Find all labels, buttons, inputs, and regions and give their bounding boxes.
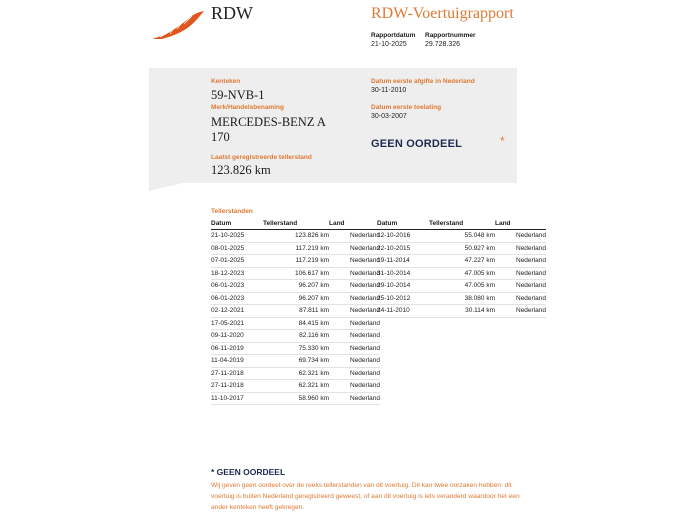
table-row xyxy=(211,242,380,255)
table-row xyxy=(211,355,380,368)
table-row xyxy=(377,255,546,268)
reading-date: 25-10-2012 xyxy=(377,292,429,305)
reading-odometer: 47.227 km xyxy=(429,255,495,268)
table-row xyxy=(211,305,380,318)
reading-date: 31-10-2014 xyxy=(377,267,429,280)
reading-date: 21-10-2025 xyxy=(211,230,263,243)
reading-odometer: 47.005 km xyxy=(429,267,495,280)
reading-odometer: 62.321 km xyxy=(263,380,329,393)
reading-odometer: 62.321 km xyxy=(263,367,329,380)
reading-date: 06-01-2023 xyxy=(211,280,263,293)
reading-country: Nederland xyxy=(329,317,380,330)
reading-odometer: 117.219 km xyxy=(263,242,329,255)
table-header-row xyxy=(377,218,546,230)
make-value-line1: MERCEDES-BENZ A xyxy=(211,115,326,129)
table-row xyxy=(211,255,380,268)
report-title: RDW-Voertuigrapport xyxy=(371,5,514,22)
reading-country: Nederland xyxy=(329,305,380,318)
table-row xyxy=(211,317,380,330)
verdict: GEEN OORDEEL xyxy=(371,138,463,150)
reading-odometer: 96.207 km xyxy=(263,292,329,305)
reading-date: 27-11-2018 xyxy=(211,380,263,393)
reading-country: Nederland xyxy=(329,380,380,393)
report-date: 21-10-2025 xyxy=(371,41,407,48)
reading-country: Nederland xyxy=(495,292,546,305)
table-row xyxy=(377,267,546,280)
rdw-logo-icon xyxy=(150,8,206,42)
reading-odometer: 117.219 km xyxy=(263,255,329,268)
reading-odometer: 47.005 km xyxy=(429,280,495,293)
reading-date: 02-12-2021 xyxy=(211,305,263,318)
readings-table-right xyxy=(377,218,546,318)
reading-odometer: 106.617 km xyxy=(263,267,329,280)
header-country: Land xyxy=(329,218,380,230)
reading-country: Nederland xyxy=(329,267,380,280)
table-row xyxy=(377,305,546,318)
table-row xyxy=(211,392,380,405)
odometer-label: Laatst geregistreerde tellerstand xyxy=(211,154,312,161)
reading-country: Nederland xyxy=(495,305,546,318)
reading-date: 27-11-2018 xyxy=(211,367,263,380)
plate-value: 59-NVB-1 xyxy=(211,88,265,102)
reading-date: 22-10-2015 xyxy=(377,242,429,255)
reading-date: 12-10-2016 xyxy=(377,230,429,243)
panel-notch xyxy=(149,183,183,191)
first-admission-value: 30-03-2007 xyxy=(371,113,407,120)
reading-date: 17-05-2021 xyxy=(211,317,263,330)
vehicle-summary-panel xyxy=(149,68,517,183)
reading-odometer: 82.116 km xyxy=(263,330,329,343)
make-value-line2: 170 xyxy=(211,130,230,144)
reading-date: 06-01-2023 xyxy=(211,292,263,305)
first-nl-value: 30-11-2010 xyxy=(371,87,407,94)
table-row xyxy=(211,367,380,380)
reading-date: 11-10-2017 xyxy=(211,392,263,405)
table-header-row xyxy=(211,218,380,230)
reading-country: Nederland xyxy=(495,280,546,293)
reading-country: Nederland xyxy=(329,342,380,355)
reading-country: Nederland xyxy=(495,267,546,280)
readings-section-title: Tellerstanden xyxy=(211,208,253,215)
header-date: Datum xyxy=(211,218,263,230)
reading-odometer: 75.330 km xyxy=(263,342,329,355)
table-row xyxy=(211,292,380,305)
header-country: Land xyxy=(495,218,546,230)
readings-table-left xyxy=(211,218,380,405)
odometer-value: 123.826 km xyxy=(211,163,271,177)
reading-odometer: 69.734 km xyxy=(263,355,329,368)
table-row xyxy=(377,292,546,305)
reading-odometer: 123.826 km xyxy=(263,230,329,243)
verdict-asterisk: * xyxy=(500,134,505,148)
reading-country: Nederland xyxy=(329,355,380,368)
table-row xyxy=(377,230,546,243)
footnote-text: Wij geven geen oordeel over de reeks tellerstanden van dit voertuig. Dit kan twee oorzaken hebben: dit voertuig is buiten Nederland geregistreerd geweest, of aan dit voertuig is iets veranderd waardoor het een ander kenteken heeft gekregen. xyxy=(211,482,520,511)
reading-odometer: 38.080 km xyxy=(429,292,495,305)
reading-date: 08-01-2025 xyxy=(211,242,263,255)
table-row xyxy=(211,230,380,243)
first-nl-label: Datum eerste afgifte in Nederland xyxy=(371,78,475,85)
reading-date: 19-11-2014 xyxy=(377,255,429,268)
reading-country: Nederland xyxy=(329,242,380,255)
reading-date: 06-11-2019 xyxy=(211,342,263,355)
reading-date: 29-10-2014 xyxy=(377,280,429,293)
table-row xyxy=(211,280,380,293)
brand-name: RDW xyxy=(211,3,253,23)
make-label: Merk/Handelsbenaming xyxy=(211,104,284,111)
reading-country: Nederland xyxy=(329,330,380,343)
footnote-title: * GEEN OORDEEL xyxy=(211,467,286,477)
plate-label: Kenteken xyxy=(211,78,241,85)
reading-country: Nederland xyxy=(329,230,380,243)
reading-country: Nederland xyxy=(329,292,380,305)
table-row xyxy=(377,280,546,293)
report-number-label: Rapportnummer xyxy=(425,32,476,39)
reading-odometer: 96.207 km xyxy=(263,280,329,293)
reading-odometer: 58.960 km xyxy=(263,392,329,405)
header-date: Datum xyxy=(377,218,429,230)
report-date-label: Rapportdatum xyxy=(371,32,416,39)
table-row xyxy=(211,380,380,393)
reading-country: Nederland xyxy=(329,280,380,293)
reading-date: 07-01-2025 xyxy=(211,255,263,268)
table-row xyxy=(211,330,380,343)
header-odometer: Tellerstand xyxy=(429,218,495,230)
reading-odometer: 50.927 km xyxy=(429,242,495,255)
reading-odometer: 84.415 km xyxy=(263,317,329,330)
reading-country: Nederland xyxy=(495,230,546,243)
table-row xyxy=(211,342,380,355)
reading-country: Nederland xyxy=(329,255,380,268)
table-row xyxy=(211,267,380,280)
first-admission-label: Datum eerste toelating xyxy=(371,104,442,111)
reading-country: Nederland xyxy=(329,392,380,405)
reading-date: 24-11-2010 xyxy=(377,305,429,318)
header-odometer: Tellerstand xyxy=(263,218,329,230)
reading-date: 11-04-2019 xyxy=(211,355,263,368)
reading-country: Nederland xyxy=(495,242,546,255)
reading-date: 09-11-2020 xyxy=(211,330,263,343)
reading-odometer: 30.114 km xyxy=(429,305,495,318)
reading-date: 18-12-2023 xyxy=(211,267,263,280)
report-number: 29.728.326 xyxy=(425,41,461,48)
reading-country: Nederland xyxy=(329,367,380,380)
table-row xyxy=(377,242,546,255)
reading-odometer: 87.811 km xyxy=(263,305,329,318)
reading-country: Nederland xyxy=(495,255,546,268)
reading-odometer: 55.048 km xyxy=(429,230,495,243)
